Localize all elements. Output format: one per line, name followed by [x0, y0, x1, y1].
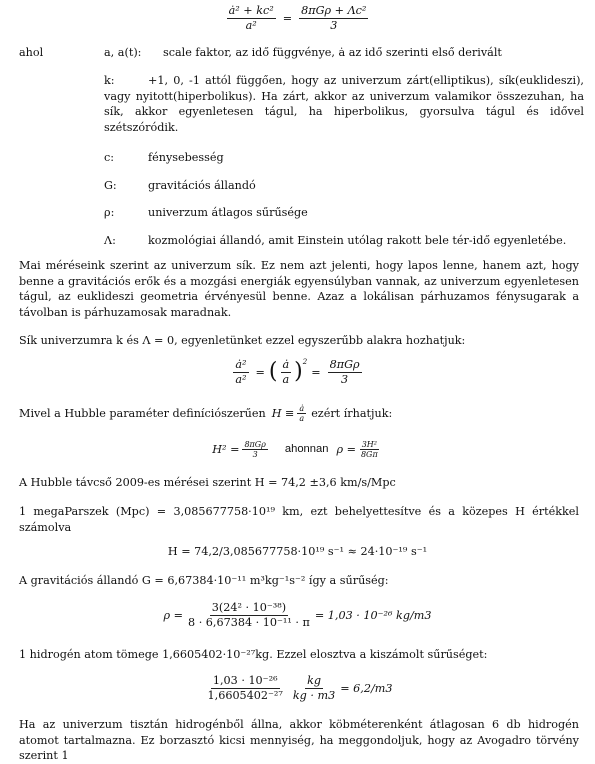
eq5-rhs: = 1,03 · 10⁻²⁶ kg/m3	[314, 608, 432, 622]
eq2-right-fraction	[328, 358, 362, 387]
eq3-f2-numerator: 3H²	[361, 439, 377, 449]
eq1-rhs-numerator: 8πGρ + Λc²	[301, 3, 367, 17]
def-text-lambda: kozmológiai állandó, amit Einstein utólag rakott bele tér-idő egyenletébe.	[148, 234, 567, 247]
eq5-fraction	[186, 601, 312, 630]
friedmann-equation: $\frac{\text{ȧ² + kc²}}{\text{a²}}$ = $\frac{\text{8πGρ + Λc²}}{3}$	[228, 3, 367, 32]
eq1-rhs-denominator: 3	[330, 18, 338, 32]
eq6-f2-denominator: kg · m3	[292, 688, 336, 702]
def-text-g: gravitációs állandó	[148, 179, 256, 192]
paragraph-gravitational-constant: A gravitációs állandó G = 6,67384·10⁻¹¹ m³kg⁻¹s⁻² így a sűrűség:	[19, 574, 389, 587]
hubble-def-numerator: ȧ	[299, 404, 305, 413]
def-sym-g: G:	[104, 179, 117, 192]
eq5-numerator: 3(24² · 10⁻³⁸)	[211, 600, 287, 614]
eq6-fraction-2	[291, 674, 337, 703]
paragraph-hydrogen-mass: 1 hidrogén atom tömege 1,6605402·10⁻²⁷kg. Ezzel elosztva a kiszámolt sűrűséget:	[19, 648, 488, 661]
eq6-f1-denominator: 1,6605402⁻²⁷	[207, 688, 283, 702]
eq6-rhs: = 6,2/m3	[340, 681, 393, 695]
paragraph-megaparsec: 1 megaParszek (Mpc) = 3,085677758·10¹⁹ km, ezt behelyettesítve és a közepes H értékkel számolva	[19, 505, 579, 534]
eq1-lhs-fraction	[227, 4, 276, 33]
density-equation	[0, 595, 595, 635]
hubble-value-equation: H = 74,2/3,085677758·10¹⁹ s⁻¹ ≈ 24·10⁻¹⁹ s⁻¹	[167, 545, 428, 558]
eq3-f1-numerator: 8πGρ	[244, 439, 266, 449]
eq2-left-numerator: ȧ²	[235, 357, 247, 371]
hubble-def-symbol: H ≡	[271, 407, 295, 420]
eq3-f1-denominator: 3	[252, 449, 258, 459]
paragraph-hubble-measurement: A Hubble távcső 2009-es mérései szerint H = 74,2 ±3,6 km/s/Mpc	[19, 476, 396, 489]
eq6-f1-numerator: 1,03 · 10⁻²⁶	[212, 673, 278, 687]
hubble-def-text-b: ezért írhatjuk:	[311, 407, 393, 420]
eq3-ahonnan: ahonnan	[284, 442, 329, 455]
def-sym-lambda: Λ:	[104, 234, 116, 247]
def-sym-rho: ρ:	[104, 206, 115, 219]
eq3-rho: ρ =	[336, 442, 356, 456]
paragraph-simplify: Sík univerzumra k és Λ = 0, egyenletünket ezzel egyszerűbb alakra hozhatjuk:	[19, 334, 466, 347]
hubble-def-denominator: a	[299, 414, 305, 423]
paragraph-avogadro: Ha az univerzum tisztán hidrogénből állna, akkor köbméterenként átlagosan 6 db hidrogén atomot tartalmazna. Ez borzasztó kicsi mennyiség, ha meggondoljuk, hogy az Avogadro törvény szerint 1	[19, 718, 579, 762]
eq3-fraction-1	[242, 440, 267, 459]
def-text-k: +1, 0, -1 attól függően, hogy az univerzum zárt(elliptikus), sík(euklideszi), vagy nyitott(hiperbolikus). Ha zárt, akkor az univerzum valamikor összezuhan, ha sík, akkor egyenletesen tágul, ha hiperbolikus, gyorsulva tágul és idővel szétszóródik.	[104, 74, 584, 134]
eq6-f2-numerator: kg	[307, 673, 322, 687]
eq5-denominator: 8 · 6,67384 · 10⁻¹¹ · π	[188, 615, 310, 629]
eq1-lhs-numerator: ȧ² + kc²	[228, 3, 274, 17]
hubble-def-text-a: Mivel a Hubble paraméter definíciószerűen	[19, 407, 266, 420]
eq2-left-fraction	[233, 358, 248, 387]
paragraph-hubble-definition	[19, 404, 392, 423]
eq6-fraction-1	[206, 674, 285, 703]
eq1-rhs-fraction	[299, 4, 368, 33]
eq1-lhs-denominator: a²	[245, 18, 257, 32]
eq3-lhs: H² =	[212, 442, 240, 456]
eq3-fraction-2	[359, 440, 380, 459]
hubble-density-equation	[0, 433, 595, 465]
def-sym-a: a, a(t):	[104, 46, 142, 59]
eq2-left-denominator: a²	[235, 372, 247, 386]
simplified-equation: $\frac{\text{ȧ²}}{\text{a²}}$ = ( $\frac{ȧ}{a}$ ) $^2$ = $\frac{\text{8πGρ}}{3}$	[235, 357, 360, 386]
eq5-lhs: ρ =	[163, 608, 184, 622]
hubble-def-fraction	[297, 404, 306, 423]
paragraph-flat-universe: Mai méréseink szerint az univerzum sík. Ez nem azt jelenti, hogy lapos lenne, hanem azt, hogy benne a gravitációs erők és a mozgási energiák egyensúlyban vannak, az univerzum egyenletesen tágul, az euklideszi geometria érvényesül benne. Azaz a lokálisan párhuzamos fénysugarak a távolban is párhuzamosak maradnak.	[19, 259, 579, 319]
def-text-rho: univerzum átlagos sűrűsége	[148, 206, 308, 219]
eq2-mid-numerator: ȧ	[282, 357, 290, 371]
eq2-right-denominator: 3	[341, 372, 349, 386]
def-sym-k: k:	[104, 74, 115, 87]
eq2-mid-denominator: a	[282, 372, 290, 386]
where-label: ahol	[19, 46, 44, 59]
eq3-f2-denominator: 8Gπ	[360, 449, 378, 459]
eq2-right-numerator: 8πGρ	[329, 357, 360, 371]
atom-count-equation	[0, 668, 595, 708]
def-text-c: fénysebesség	[148, 151, 224, 164]
def-sym-c: c:	[104, 151, 115, 164]
def-text-a: scale faktor, az idő függvénye, ȧ az idő szerinti első derivált	[163, 46, 502, 59]
eq2-mid-fraction	[281, 358, 292, 387]
